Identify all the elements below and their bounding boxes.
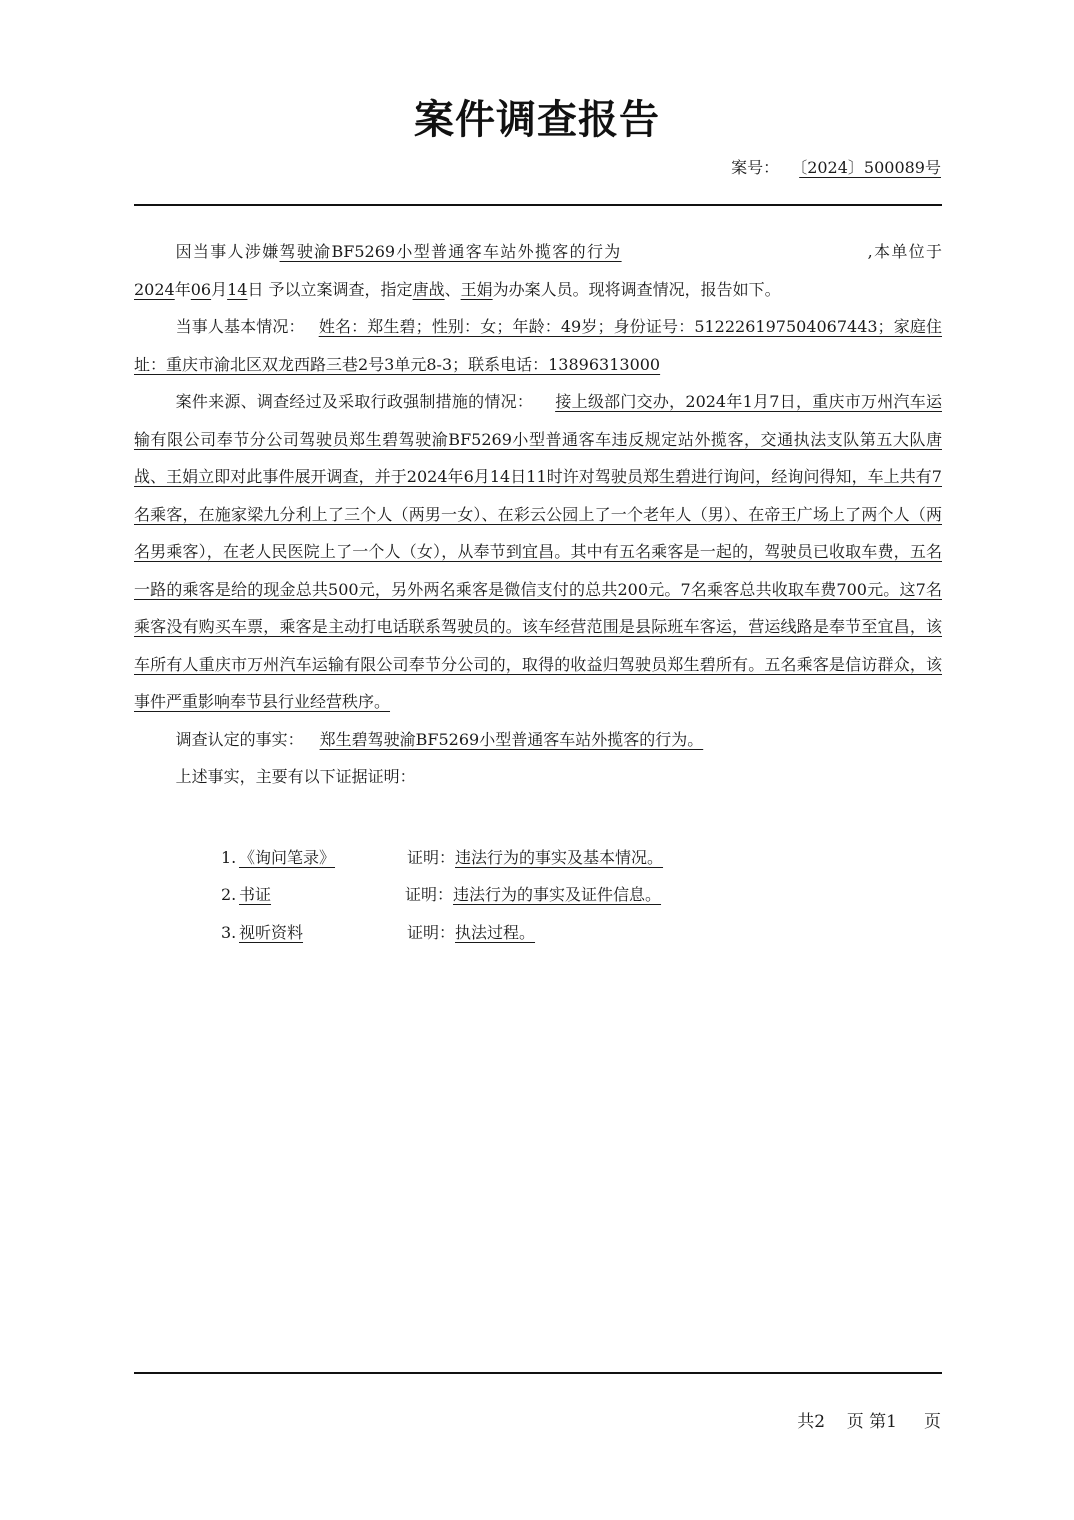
intro-act: 驾驶渝BF5269小型普通客车站外揽客的行为 [279, 242, 622, 261]
case-number-label: 案号： [731, 158, 780, 177]
evidence-intro: 上述事实，主要有以下证据证明： [175, 767, 416, 786]
source-paragraph [134, 383, 942, 721]
intro-month: 06 [190, 279, 212, 299]
proof-value: 违法行为的事实及证件信息。 [453, 885, 662, 904]
intro-paragraph [134, 233, 942, 308]
evidence-item [221, 882, 359, 905]
proof-value: 执法过程。 [455, 923, 536, 942]
intro-day: 14 [227, 279, 248, 299]
case-number [731, 155, 941, 178]
month-unit: 月 [211, 279, 228, 299]
evidence-item [221, 920, 359, 943]
facts-paragraph [134, 721, 942, 759]
page-unit: 页 [846, 1412, 864, 1432]
evidence-number: 2. [221, 885, 237, 904]
header-divider [134, 204, 942, 206]
proof-label: 证明： [405, 885, 454, 904]
evidence-proof [405, 882, 708, 905]
officer-1: 唐战 [412, 279, 445, 299]
page-unit: 页 [924, 1412, 941, 1432]
year-unit: 年 [174, 279, 191, 299]
evidence-name: 书证 [239, 885, 272, 904]
proof-label: 证明： [407, 923, 456, 942]
evidence-name: 视听资料 [239, 923, 304, 942]
officer-2: 王娟 [460, 279, 493, 299]
party-value: 姓名：郑生碧；性别：女；年龄：49岁；身份证号：512226197504067443；家庭住址：重庆市渝北区双龙西路三巷2号3单元8-3；联系电话：13896313000 [134, 317, 942, 374]
evidence-number: 3. [221, 923, 237, 942]
evidence-proof [407, 920, 583, 943]
party-paragraph [134, 308, 942, 383]
total-pages: 2 [814, 1412, 826, 1432]
report-body [134, 233, 942, 796]
current-label: 第 [869, 1412, 887, 1432]
intro-suffix: 为办案人员。现将调查情况，报告如下。 [492, 279, 781, 299]
footer-divider [134, 1372, 942, 1374]
source-value: 接上级部门交办，2024年1月7日，重庆市万州汽车运输有限公司奉节分公司驾驶员郑生碧驾驶渝BF5269小型普通客车违反规定站外揽客，交通执法支队第五大队唐战、王娟立即对此事件展开调查，并于2024年6月14日11时许对驾驶员郑生碧进行询问，经询问得知，车上共有7名乘客，在施家梁九分利上了三个人（两男一女）、在彩云公园上了一个老年人（男）、在帝王广场上了两个人（两名男乘客），在老人民医院上了一个人（女），从奉节到宜昌。其中有五名乘客是一起的，驾驶员已收取车费，五名一路的乘客是给的现金总共500元，另外两名乘客是微信支付的总共200元。7名乘客总共收取车费700元。这7名乘客没有购买车票，乘客是主动打电话联系驾驶员的。该车经营范围是县际班车客运，营运线路是奉节至宜昌，该车所有人重庆市万州汽车运输有限公司奉节分公司的，取得的收益归驾驶员郑生碧所有。五名乘客是信访群众，该事件严重影响奉节县行业经营秩序。 [134, 392, 942, 711]
evidence-name: 《询问笔录》 [239, 848, 336, 867]
proof-value: 违法行为的事实及基本情况。 [455, 848, 664, 867]
facts-value: 郑生碧驾驶渝BF5269小型普通客车站外揽客的行为。 [319, 729, 704, 749]
officer-separator: 、 [444, 279, 461, 299]
proof-label: 证明： [407, 848, 456, 867]
current-page: 1 [886, 1412, 897, 1432]
case-number-value: 〔2024〕500089号 [799, 158, 941, 177]
page-counter [797, 1407, 941, 1432]
source-label: 案件来源、调查经过及采取行政强制措施的情况： [175, 392, 534, 411]
intro-mid: ,本单位于 [867, 242, 942, 261]
evidence-item [221, 845, 361, 868]
party-label: 当事人基本情况： [175, 317, 305, 336]
total-label: 共 [797, 1412, 815, 1432]
intro-day-suffix: 日 予以立案调查，指定 [247, 279, 413, 299]
intro-year: 2024 [134, 279, 175, 299]
facts-label: 调查认定的事实： [175, 729, 304, 749]
evidence-proof [407, 845, 708, 868]
intro-prefix: 因当事人涉嫌 [175, 242, 280, 261]
evidence-number: 1. [221, 848, 237, 867]
page-title: 案件调查报告 [414, 97, 660, 143]
